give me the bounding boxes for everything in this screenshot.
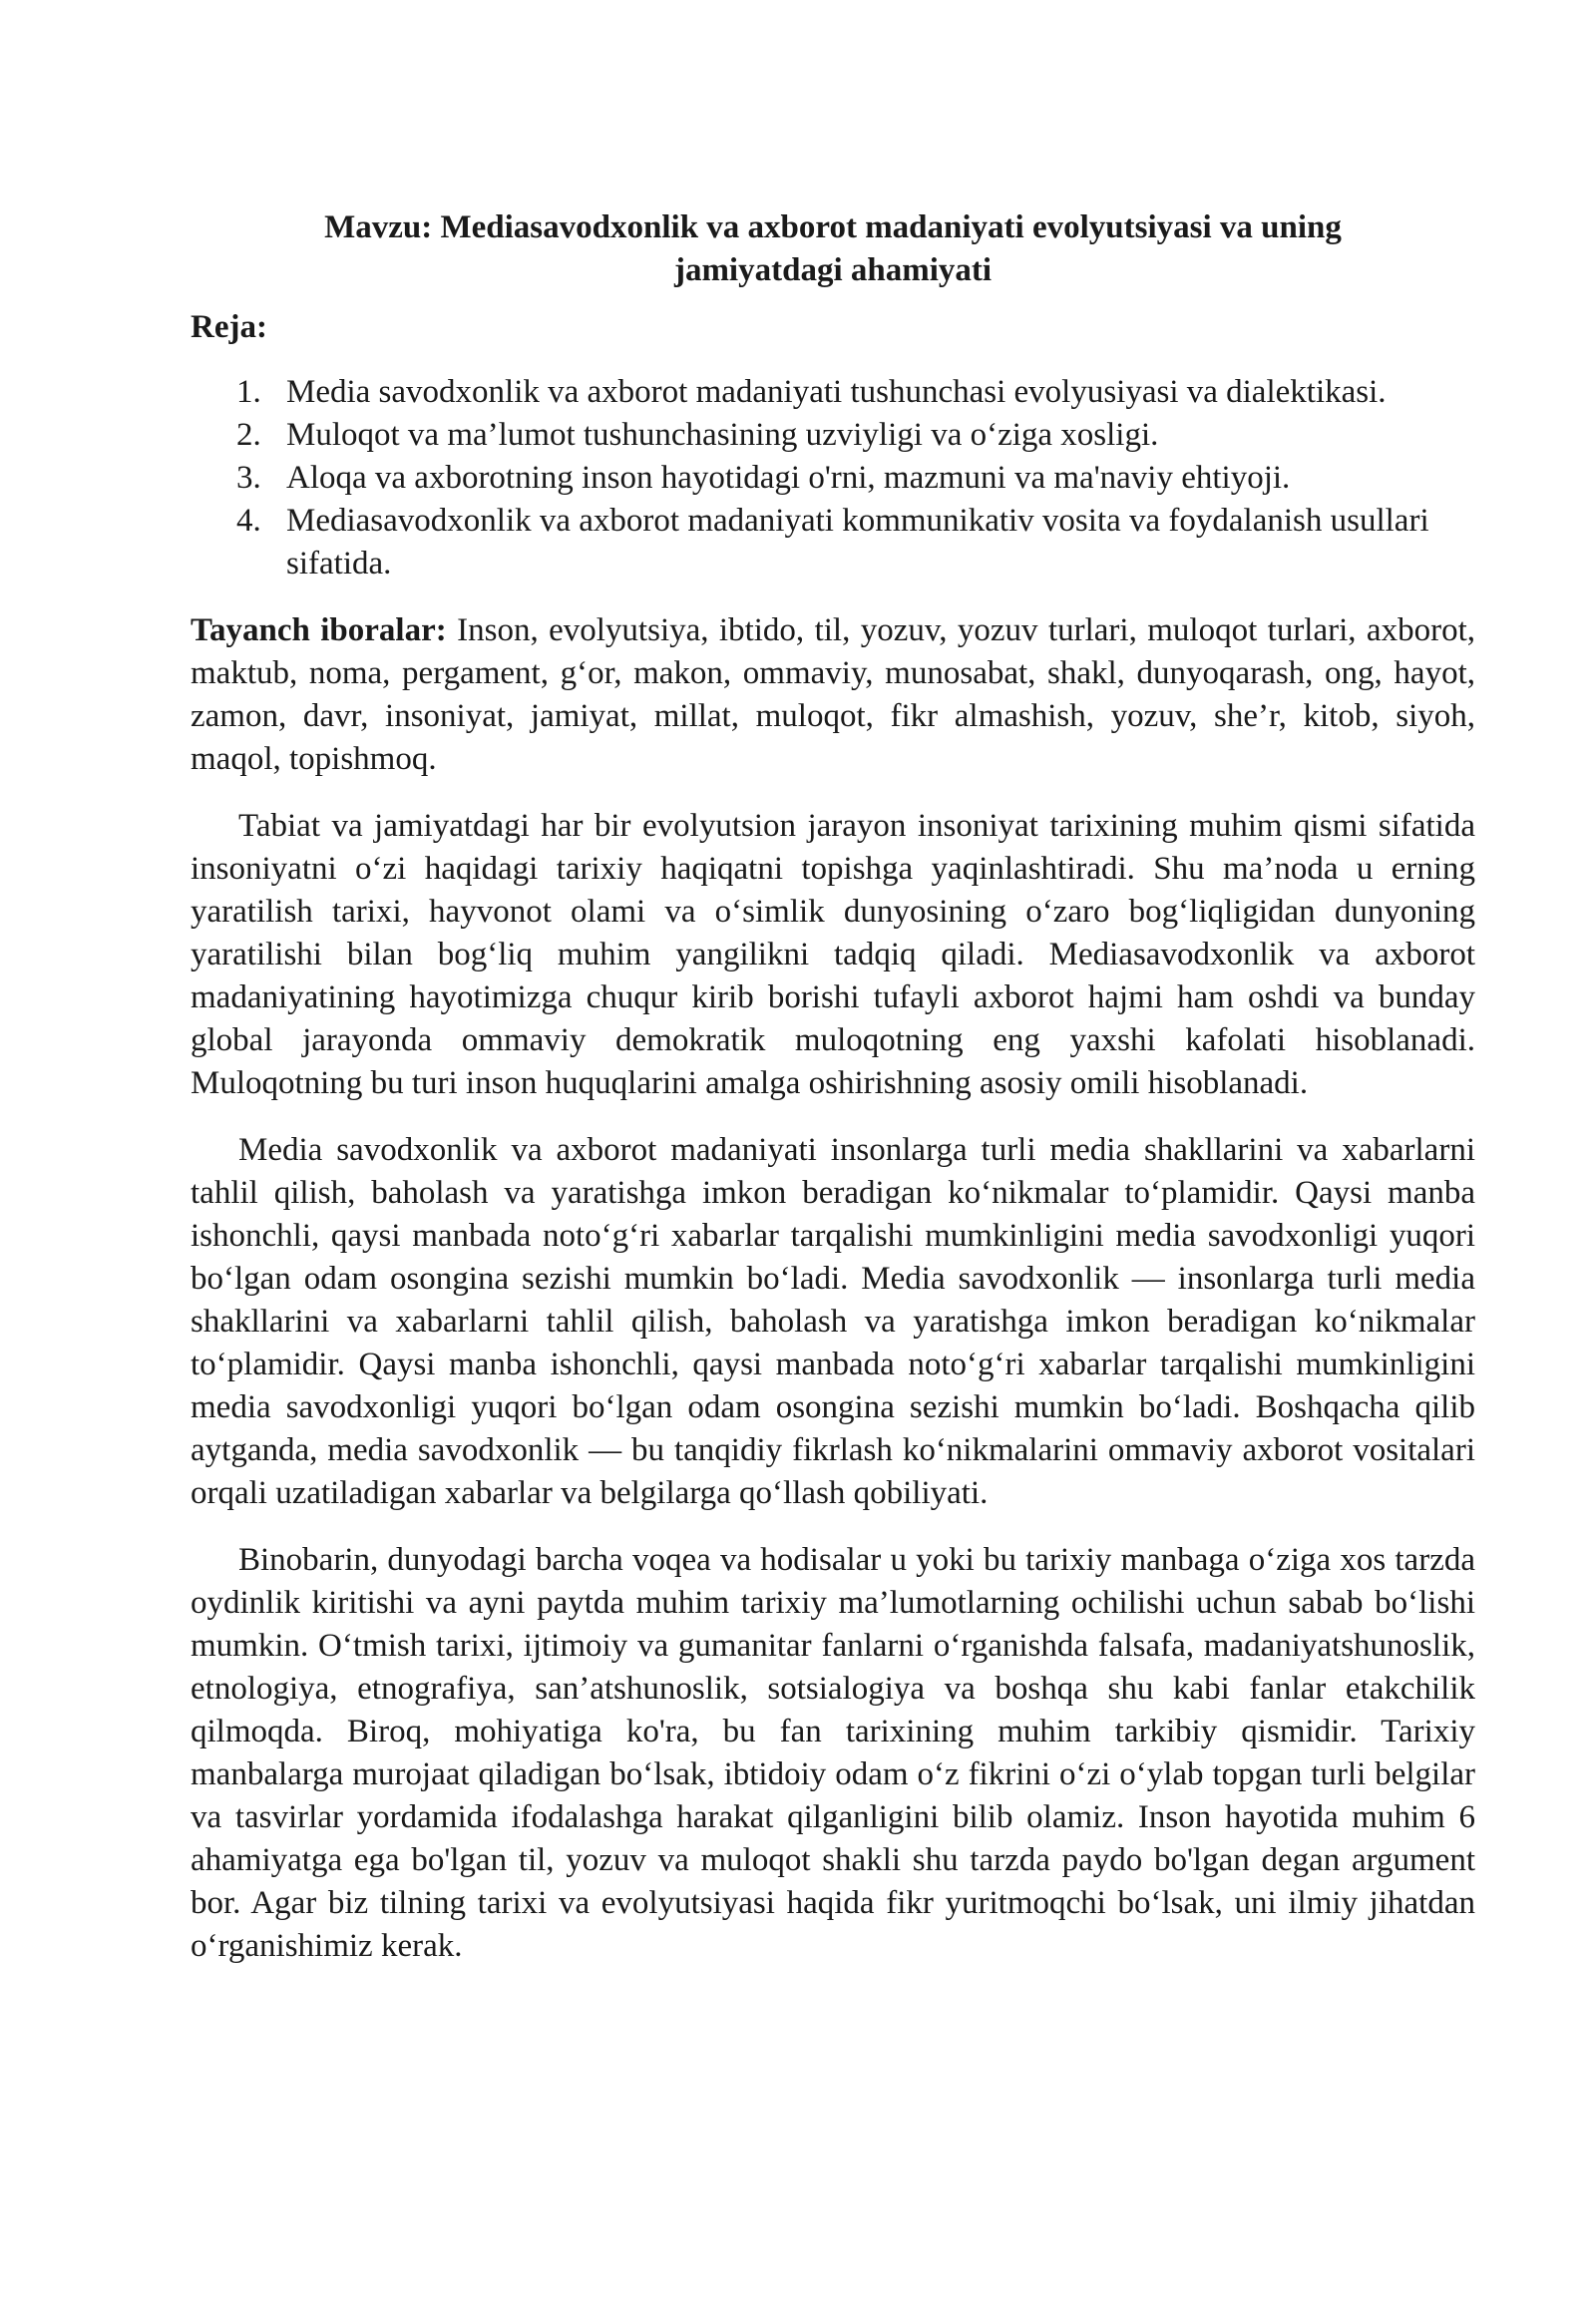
plan-list [191,371,1475,585]
keywords-text: Inson, evolyutsiya, ibtido, til, yozuv, yozuv turlari, muloqot turlari, axborot, maktub, noma, pergament, g‘or, makon, ommaviy, munosabat, shakl, dunyoqarash, ong, hayot, zamon, davr, insoniyat, jamiyat, millat, muloqot, fikr almashish, yozuv, she’r, kitob, siyoh, maqol, topishmoq. [191,612,1475,777]
plan-item [191,414,1475,457]
plan-item-number: 2. [236,417,261,453]
plan-item [191,371,1475,414]
title-line-1: Mavzu: Mediasavodxonlik va axborot madaniyati evolyutsiyasi va uning [324,209,1342,245]
plan-item-number: 1. [236,374,261,410]
plan-item-text: Muloqot va ma’lumot tushunchasining uzviyligi va o‘ziga xosligi. [286,417,1159,453]
body-paragraph-3: Binobarin, dunyodagi barcha voqea va hodisalar u yoki bu tarixiy manbaga o‘ziga xos tarzda oydinlik kiritishi va ayni paytda muhim tarixiy ma’lumotlarning ochilishi uchun sabab bo‘lishi mumkin. O‘tmish tarixi, ijtimoiy va gumanitar fanlarni o‘rganishda falsafa, madaniyatshunoslik, etnologiya, etnografiya, san’atshunoslik, sotsialogiya va boshqa shu kabi fanlar etakchilik qilmoqda. Biroq, mohiyatiga ko'ra, bu fan tarixining muhim tarkibiy qismidir. Tarixiy manbalarga murojaat qiladigan bo‘lsak, ibtidoiy odam o‘z fikrini o‘zi o‘ylab topgan turli belgilar va tasvirlar yordamida ifodalashga harakat qilganligini bilib olamiz. Inson hayotida muhim 6 ahamiyatga ega bo'lgan til, yozuv va muloqot shakli shu tarzda paydo bo'lgan degan argument bor. Agar biz tilning tarixi va evolyutsiyasi haqida fikr yuritmoqchi bo‘lsak, uni ilmiy jihatdan o‘rganishimiz kerak. [191,1542,1475,1964]
document-title [191,206,1475,292]
title-line-2: jamiyatdagi ahamiyati [673,252,993,288]
plan-item-text: Media savodxonlik va axborot madaniyati tushunchasi evolyusiyasi va dialektikasi. [286,374,1387,410]
plan-item [191,457,1475,500]
keywords-paragraph [191,609,1475,781]
plan-item [191,500,1475,585]
plan-item-text: Aloqa va axborotning inson hayotidagi o'rni, mazmuni va ma'naviy ehtiyoji. [286,460,1291,496]
plan-heading: Reja: [191,309,267,345]
keywords-label: Tayanch iboralar: [191,612,447,648]
document-page [191,206,1475,1992]
plan-item-text: Mediasavodxonlik va axborot madaniyati kommunikativ vosita va foydalanish usullari sifatida. [286,503,1429,581]
body-paragraph-2: Media savodxonlik va axborot madaniyati insonlarga turli media shakllarini va xabarlarni tahlil qilish, baholash va yaratishga imkon beradigan ko‘nikmalar to‘plamidir. Qaysi manba ishonchli, qaysi manbada noto‘g‘ri xabarlar tarqalishi mumkinligini media savodxonligi yuqori bo‘lgan odam osongina sezishi mumkin bo‘ladi. Media savodxonlik — insonlarga turli media shakllarini va xabarlarni tahlil qilish, baholash va yaratishga imkon beradigan ko‘nikmalar to‘plamidir. Qaysi manba ishonchli, qaysi manbada noto‘g‘ri xabarlar tarqalishi mumkinligini media savodxonligi yuqori bo‘lgan odam osongina sezishi mumkin bo‘ladi. Boshqacha qilib aytganda, media savodxonlik — bu tanqidiy fikrlash ko‘nikmalarini ommaviy axborot vositalari orqali uzatiladigan xabarlar va belgilarga qo‘llash qobiliyati. [191,1132,1475,1511]
body-paragraph-1: Tabiat va jamiyatdagi har bir evolyutsion jarayon insoniyat tarixining muhim qismi sifatida insoniyatni o‘zi haqidagi tarixiy haqiqatni topishga yaqinlashtiradi. Shu ma’noda u erning yaratilish tarixi, hayvonot olami va o‘simlik dunyosining o‘zaro bog‘liqligidan dunyoning yaratilishi bilan bog‘liq muhim yangilikni tadqiq qiladi. Mediasavodxonlik va axborot madaniyatining hayotimizga chuqur kirib borishi tufayli axborot hajmi ham oshdi va bunday global jarayonda ommaviy demokratik muloqotning eng yaxshi kafolati hisoblanadi. Muloqotning bu turi inson huquqlarini amalga oshirishning asosiy omili hisoblanadi. [191,808,1475,1101]
plan-item-number: 4. [236,503,261,539]
plan-item-number: 3. [236,460,261,496]
